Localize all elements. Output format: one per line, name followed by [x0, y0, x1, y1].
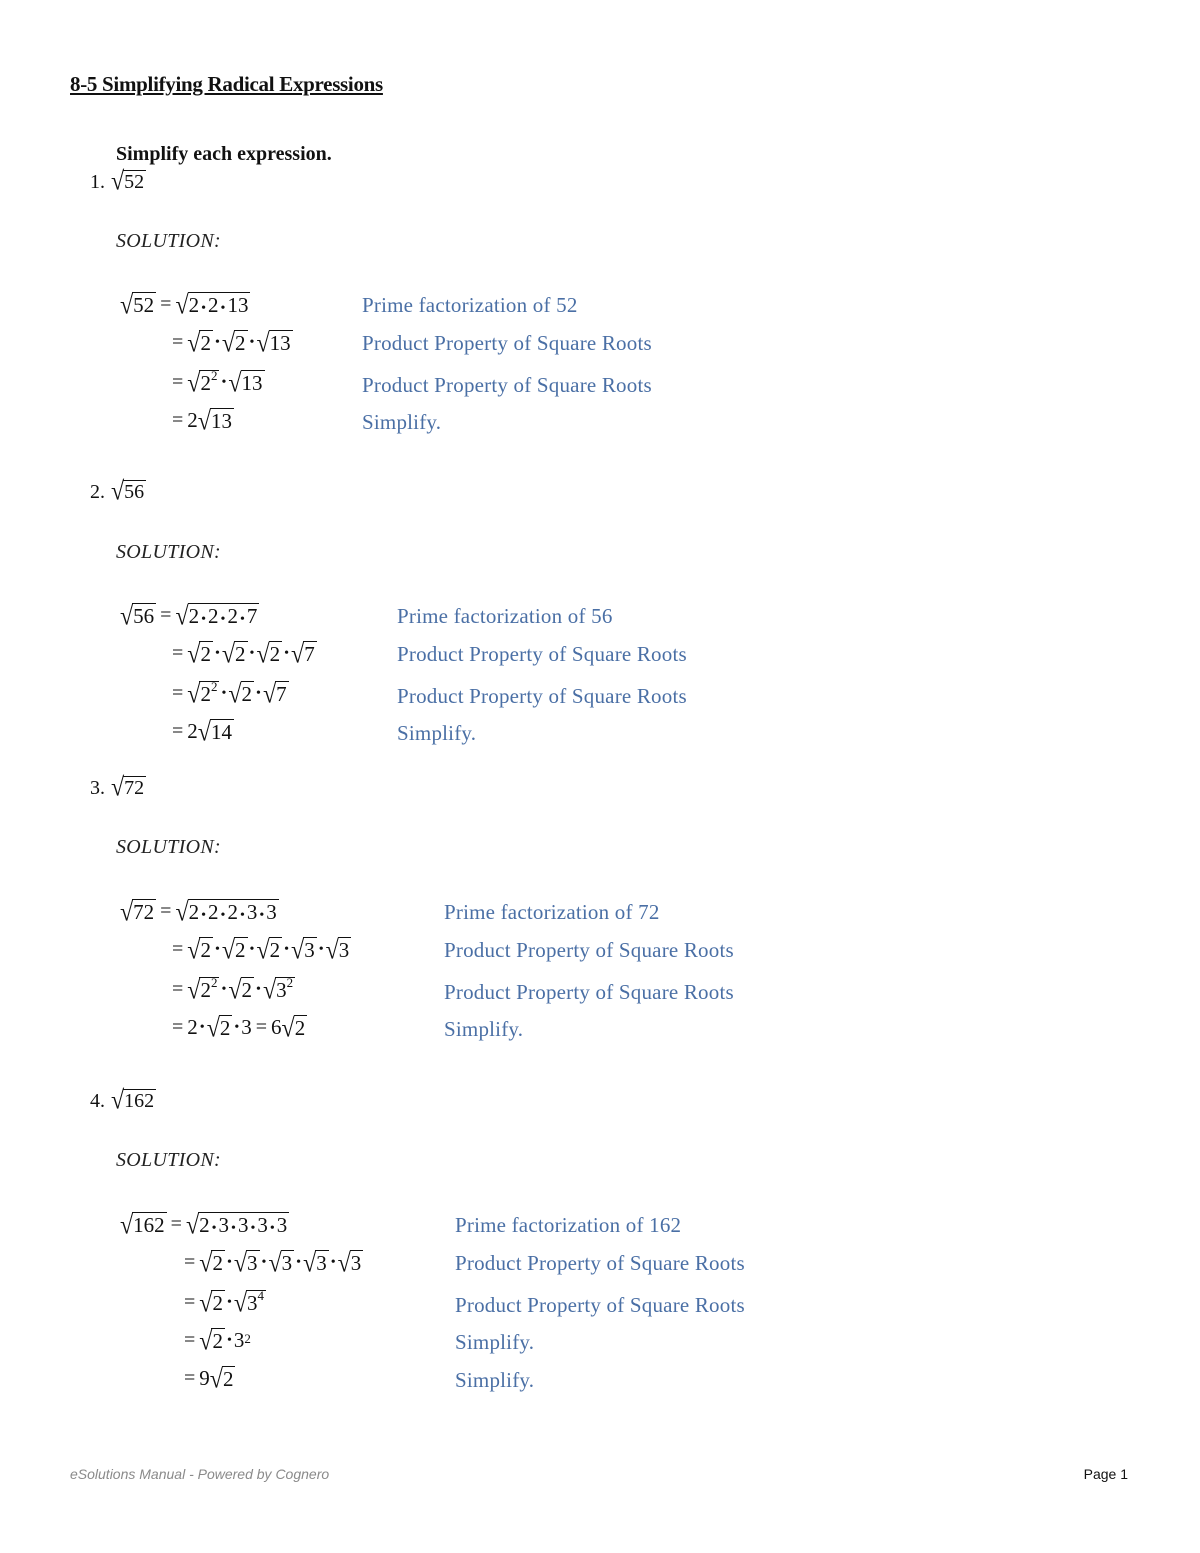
step-4: = 2 √ 14 — [172, 718, 232, 747]
footer-credit: eSolutions Manual - Powered by Cognero — [70, 1466, 330, 1482]
reason: Simplify. — [362, 410, 442, 434]
step-3: = √ $2^2$ • √ 13 — [172, 368, 263, 398]
step-5: = 9 √ 2 — [184, 1365, 234, 1394]
reason: Product Property of Square Roots — [397, 642, 687, 666]
reason: Product Property of Square Roots — [397, 684, 687, 708]
solution-label: SOLUTION: — [116, 541, 221, 563]
problem-number: 1. — [90, 171, 105, 193]
problem-3 — [90, 773, 146, 803]
reason: Simplify. — [397, 721, 477, 745]
radical: √ 56 — [111, 477, 145, 507]
reason: Simplify. — [444, 1017, 524, 1041]
step-4: = 2 • √ 2 • 3 = 6 √ 2 — [172, 1014, 306, 1043]
step-2: = √ 2 • √ 2 • √ 13 — [172, 329, 291, 358]
solution-steps-1 — [120, 288, 291, 436]
reason: Simplify. — [455, 1330, 535, 1354]
step-3: = √ $2^2$ • √ 2 • √ $3^2$ — [172, 975, 294, 1005]
reason: Product Property of Square Roots — [455, 1293, 745, 1317]
step-2: = √ 2 • √ 2 • √ 2 • √ 3 • √ 3 — [172, 936, 350, 965]
radical: √ 162 — [111, 1086, 155, 1116]
solution-steps-2 — [120, 599, 315, 747]
reason: Product Property of Square Roots — [444, 938, 734, 962]
reason: Product Property of Square Roots — [362, 331, 652, 355]
problem-number: 3. — [90, 777, 105, 799]
solution-label: SOLUTION: — [116, 836, 221, 858]
solution-steps-3 — [120, 895, 350, 1043]
instructions: Simplify each expression. — [116, 143, 332, 165]
reason: Product Property of Square Roots — [362, 373, 652, 397]
solution-steps-4 — [120, 1208, 362, 1394]
reason: Prime factorization of 162 — [455, 1213, 682, 1237]
reason: Prime factorization of 52 — [362, 293, 578, 317]
page-title: 8-5 Simplifying Radical Expressions — [70, 72, 383, 96]
step-2: = √ 2 • √ 2 • √ 2 • √ 7 — [172, 640, 315, 669]
solution-label: SOLUTION: — [116, 230, 221, 252]
reason: Product Property of Square Roots — [444, 980, 734, 1004]
problem-1 — [90, 167, 146, 197]
step-1: √ 56 = √ 2 •2 •2 •7 — [120, 602, 258, 631]
step-3: = √ 2 • √ $3^4$ — [184, 1288, 265, 1318]
solution-label: SOLUTION: — [116, 1149, 221, 1171]
step-4: = √ 2 • 3 2 — [184, 1327, 251, 1356]
page-number: Page 1 — [1083, 1466, 1128, 1482]
reason: Prime factorization of 56 — [397, 604, 613, 628]
radical: √ 72 — [111, 773, 145, 803]
step-4: = 2 √ 13 — [172, 407, 232, 436]
problem-number: 4. — [90, 1090, 105, 1112]
problem-number: 2. — [90, 481, 105, 503]
step-1: √ 72 = √ 2 •2 •2 •3 •3 — [120, 898, 277, 927]
radical: √ 52 — [111, 167, 145, 197]
problem-4 — [90, 1086, 156, 1116]
step-1: √ 52 = √ 2 •2 •13 — [120, 291, 249, 320]
reason: Product Property of Square Roots — [455, 1251, 745, 1275]
problem-2 — [90, 477, 146, 507]
reason: Simplify. — [455, 1368, 535, 1392]
step-2: = √ 2 • √ 3 • √ 3 • √ 3 • √ 3 — [184, 1249, 362, 1278]
step-1: √ 162 = √ 2 •3 •3 •3 •3 — [120, 1211, 288, 1240]
step-3: = √ $2^2$ • √ 2 • √ 7 — [172, 679, 287, 709]
reason: Prime factorization of 72 — [444, 900, 660, 924]
